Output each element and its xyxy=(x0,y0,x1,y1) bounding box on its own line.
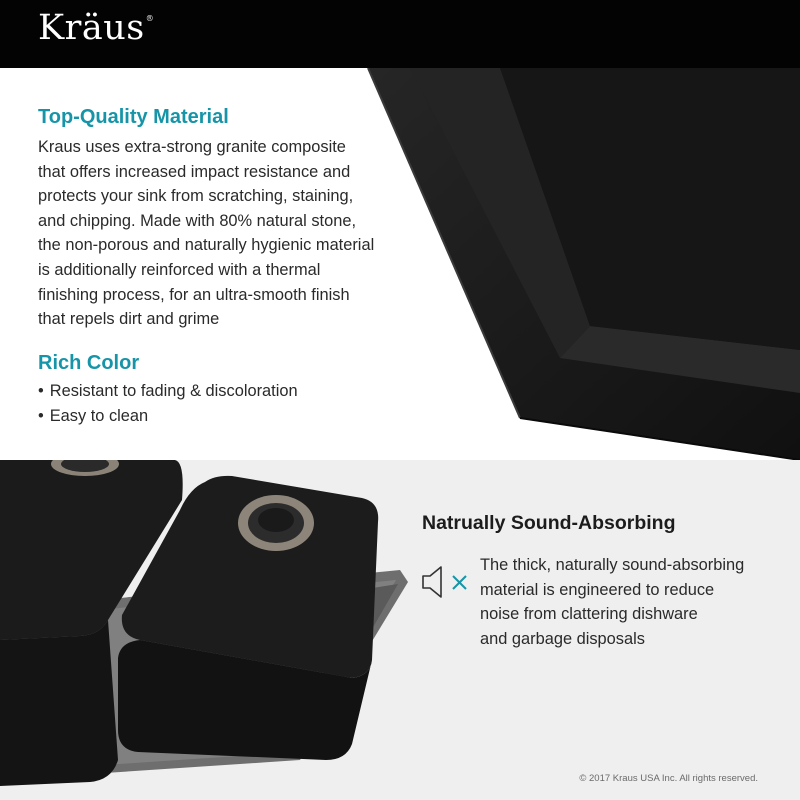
copyright-text: © 2017 Kraus USA Inc. All rights reserved. xyxy=(579,773,758,784)
muted-speaker-icon xyxy=(421,564,471,600)
sound-line: material is engineered to reduce xyxy=(480,580,715,599)
trademark-symbol: ® xyxy=(145,14,155,23)
material-line: protects your sink from scratching, staining, xyxy=(38,187,354,206)
sound-heading: Natrually Sound-Absorbing xyxy=(422,512,676,534)
material-line: finishing process, for an ultra-smooth finish xyxy=(38,285,350,304)
color-text-block xyxy=(38,352,410,428)
sound-description xyxy=(480,553,780,651)
material-heading: Top-Quality Material xyxy=(38,106,229,128)
sound-line: noise from clattering dishware xyxy=(480,605,698,624)
material-line: that repels dirt and grime xyxy=(38,310,220,329)
material-line: Kraus uses extra-strong granite composite xyxy=(38,138,346,156)
brand-logo xyxy=(38,8,154,48)
color-bullet-item: • Easy to clean xyxy=(38,404,410,429)
material-text-block xyxy=(38,106,410,332)
material-description xyxy=(38,135,410,332)
color-heading: Rich Color xyxy=(38,352,140,374)
material-line: that offers increased impact resistance and xyxy=(38,162,351,181)
material-line: and chipping. Made with 80% natural stone, xyxy=(38,211,357,230)
color-bullet-item: • Resistant to fading & discoloration xyxy=(38,379,410,404)
color-bullet-list xyxy=(38,379,410,428)
brand-name: Kräus xyxy=(38,8,145,48)
sound-section xyxy=(0,460,800,800)
header-bar xyxy=(0,0,800,68)
material-line: is additionally reinforced with a thermal xyxy=(38,260,321,279)
sound-line: and garbage disposals xyxy=(480,629,645,648)
sound-line: The thick, naturally sound-absorbing xyxy=(480,556,745,574)
material-line: the non-porous and naturally hygienic material xyxy=(38,236,375,255)
material-section xyxy=(0,68,800,460)
